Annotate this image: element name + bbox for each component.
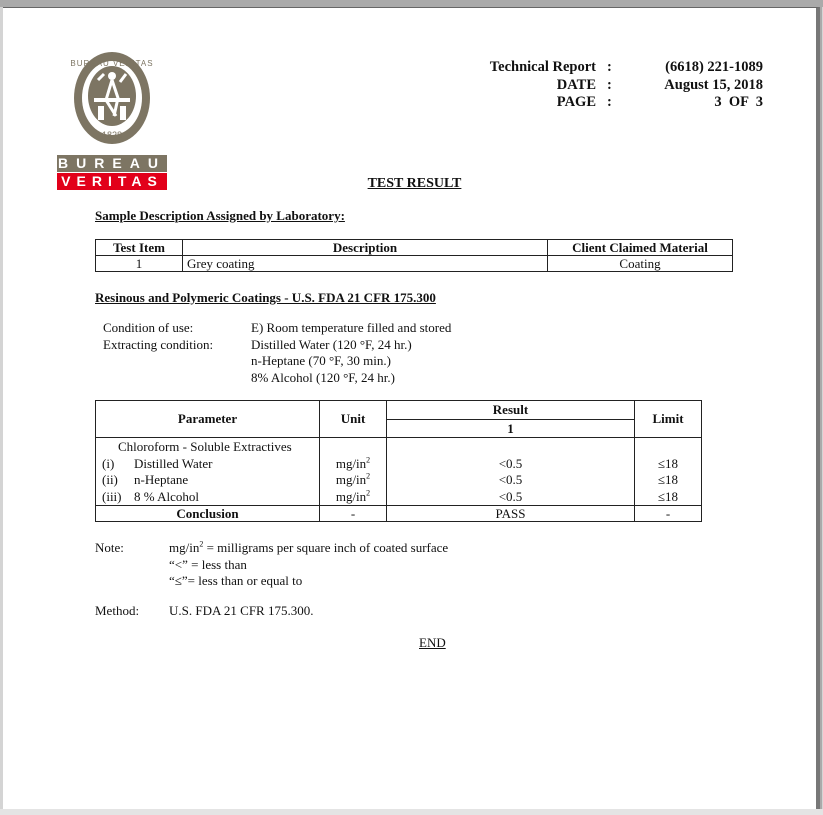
col-result-sample-1: 1 [387, 419, 635, 438]
conclusion-unit: - [320, 506, 387, 522]
unit-value [324, 456, 382, 473]
results-body-row [96, 438, 702, 506]
col-limit: Limit [635, 401, 702, 438]
table-row [96, 256, 733, 272]
unit-value [324, 489, 382, 506]
unit-value [324, 472, 382, 489]
logo-word-bureau: BUREAU [58, 155, 166, 171]
cell-test-item: 1 [96, 256, 183, 272]
limit-value: ≤18 [657, 472, 679, 487]
table-row [102, 489, 315, 506]
conclusion-result: PASS [387, 506, 635, 522]
col-unit: Unit [320, 401, 387, 438]
sample-table [95, 239, 733, 272]
row-index: (iii) [102, 488, 122, 504]
page-number: 3 OF 3 [714, 94, 763, 110]
conditions-block [103, 320, 563, 390]
condition-of-use-label: Condition of use: [103, 320, 194, 335]
note-unit: mg/in [169, 540, 200, 555]
logo-year: 1828 [101, 130, 123, 140]
page-title [0, 176, 823, 192]
group-label: Chloroform - Soluble Extractives [118, 439, 292, 454]
label-technical-report: Technical Report [489, 59, 596, 75]
col-result: Result [387, 401, 635, 420]
logo-word-veritas: VERITAS [57, 173, 167, 190]
table-row [102, 456, 315, 473]
col-test-item: Test Item [96, 240, 183, 256]
extracting-condition-2: n-Heptane (70 °F, 30 min.) [251, 353, 391, 368]
page-title-text: TEST RESULT [367, 176, 462, 191]
row-index: (ii) [102, 472, 118, 487]
window-top-border [0, 0, 823, 7]
unit-text: mg/in [335, 455, 367, 471]
row-name: n-Heptane [134, 472, 189, 487]
sample-table-header [96, 240, 733, 256]
extracting-condition-label: Extracting condition: [103, 336, 214, 352]
svg-text:BUREAU VERITAS: BUREAU VERITAS [70, 59, 154, 68]
limit-cell [635, 438, 702, 506]
limit-value: ≤18 [657, 455, 679, 471]
report-number: (6618) 221-1089 [665, 59, 763, 75]
col-description: Description [183, 240, 548, 256]
method-label: Method: [95, 603, 140, 618]
result-value: <0.5 [498, 455, 523, 471]
results-header-row [96, 401, 702, 420]
extracting-condition-1: Distilled Water (120 °F, 24 hr.) [251, 336, 412, 352]
header-colons [607, 59, 617, 112]
note-unit-sup: 2 [199, 539, 204, 549]
unit-sup: 2 [366, 455, 371, 465]
result-cell [387, 438, 635, 506]
unit-sup: 2 [366, 488, 371, 498]
label-date: DATE [556, 76, 596, 93]
window-bottom-border [0, 809, 823, 815]
note-line-2: “<” = less than [169, 556, 247, 572]
row-name: 8 % Alcohol [134, 488, 199, 504]
note-line-3: “≤”= less than or equal to [169, 573, 303, 588]
sample-section-heading: Sample Description Assigned by Laboratory: [95, 208, 345, 223]
header-labels [466, 59, 596, 112]
colon: : [607, 59, 612, 75]
results-table [95, 400, 702, 522]
limit-value: ≤18 [657, 488, 679, 504]
table-row [102, 472, 315, 489]
cell-material: Coating [548, 256, 733, 272]
header-values [620, 59, 763, 112]
unit-cell [320, 438, 387, 506]
note-line-1-text: = milligrams per square inch of coated surface [203, 540, 449, 555]
conclusion-row [96, 506, 702, 522]
colon: : [607, 94, 612, 110]
conclusion-label: Conclusion [96, 506, 320, 522]
parameter-cell [96, 438, 320, 506]
row-index: (i) [102, 455, 115, 471]
row-name: Distilled Water [134, 455, 213, 471]
coatings-section-heading: Resinous and Polymeric Coatings - U.S. FDA 21 CFR 175.300 [95, 290, 436, 305]
unit-sup: 2 [366, 471, 371, 481]
unit-text: mg/in [335, 472, 367, 487]
col-client-material: Client Claimed Material [548, 240, 733, 256]
result-value: <0.5 [498, 488, 523, 504]
condition-of-use-value: E) Room temperature filled and stored [251, 320, 452, 335]
extracting-condition-3: 8% Alcohol (120 °F, 24 hr.) [251, 369, 395, 385]
result-value: <0.5 [498, 472, 523, 487]
note-line-1 [169, 540, 448, 557]
end-marker: END [419, 635, 446, 650]
method-value: U.S. FDA 21 CFR 175.300. [169, 603, 314, 618]
conclusion-limit: - [635, 506, 702, 522]
bureau-veritas-logo [54, 50, 170, 192]
note-label: Note: [95, 540, 124, 555]
cell-description: Grey coating [183, 256, 548, 272]
colon: : [607, 76, 612, 93]
report-date: August 15, 2018 [664, 76, 763, 93]
notes-block [95, 540, 515, 630]
col-parameter: Parameter [96, 401, 320, 438]
unit-text: mg/in [335, 488, 367, 504]
label-page: PAGE [556, 94, 596, 110]
